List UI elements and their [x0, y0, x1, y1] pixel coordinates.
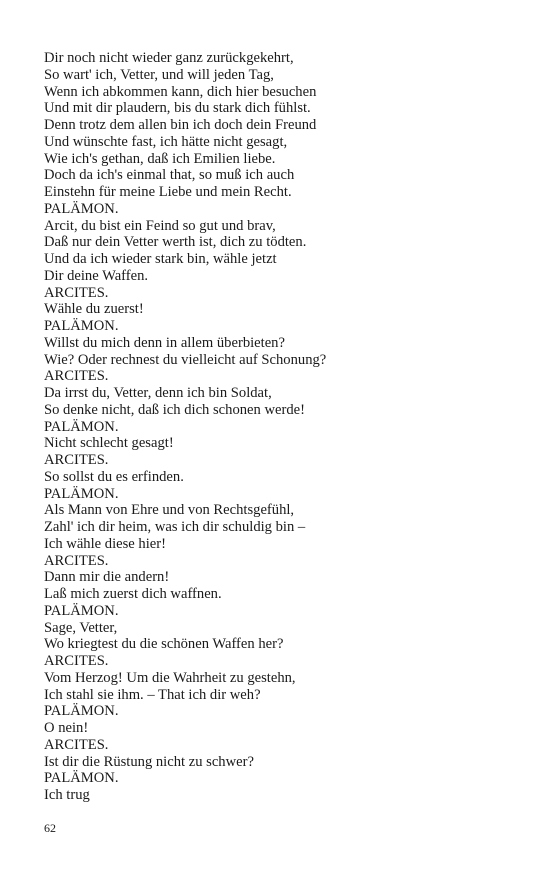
text-line: ARCITES.: [44, 736, 109, 753]
text-line: ARCITES.: [44, 368, 109, 385]
text-line: Und da ich wieder stark bin, wähle jetzt: [44, 251, 277, 267]
text-line: Einstehn für meine Liebe und mein Recht.: [44, 184, 292, 200]
text-line: Dir deine Waffen.: [44, 267, 149, 284]
text-line: Wo kriegtest du die schönen Waffen her?: [44, 636, 284, 653]
text-line: Wie? Oder rechnest du vielleicht auf Schonung?: [44, 351, 327, 368]
text-line: Wähle du zuerst!: [44, 301, 144, 318]
text-line: Zahl' ich dir heim, was ich dir schuldig bin –: [44, 519, 306, 535]
text-line: Daß nur dein Vetter werth ist, dich zu tödten.: [44, 234, 307, 251]
text-line: ARCITES.: [44, 452, 109, 468]
text-line: Ist dir die Rüstung nicht zu schwer?: [44, 753, 254, 770]
text-line: Willst du mich denn in allem überbieten?: [44, 334, 285, 351]
text-line: Denn trotz dem allen bin ich doch dein Freund: [44, 117, 317, 133]
text-line: Sage, Vetter,: [44, 619, 118, 636]
text-line: Als Mann von Ehre und von Rechtsgefühl,: [44, 502, 295, 519]
text-line: Ich trug: [44, 787, 90, 803]
text-line: So sollst du es erfinden.: [44, 468, 184, 485]
text-line: Wie ich's gethan, daß ich Emilien liebe.: [44, 150, 276, 167]
text-line: PALÄMON.: [44, 602, 119, 619]
play-text: [44, 50, 514, 804]
text-line: ARCITES.: [44, 552, 109, 569]
text-line: O nein!: [44, 720, 89, 736]
text-line: Ich stahl sie ihm. – That ich dir weh?: [44, 686, 261, 703]
text-line: Und wünschte fast, ich hätte nicht gesagt,: [44, 133, 288, 150]
text-line: Wenn ich abkommen kann, dich hier besuchen: [44, 83, 317, 100]
text-line: PALÄMON.: [44, 200, 119, 217]
text-line: Nicht schlecht gesagt!: [44, 435, 174, 452]
text-line: Dann mir die andern!: [44, 569, 170, 586]
page-number: 62: [44, 821, 56, 835]
text-line: PALÄMON.: [44, 703, 119, 720]
text-line: Ich wähle diese hier!: [44, 535, 166, 552]
text-line: Vom Herzog! Um die Wahrheit zu gestehn,: [44, 669, 296, 686]
text-line: Arcit, du bist ein Feind so gut und brav,: [44, 217, 276, 234]
text-line: PALÄMON.: [44, 485, 119, 502]
text-line: Dir noch nicht wieder ganz zurückgekehrt,: [44, 50, 294, 66]
text-line: ARCITES.: [44, 284, 109, 301]
text-line: PALÄMON.: [44, 770, 119, 787]
text-line: Und mit dir plaudern, bis du stark dich fühlst.: [44, 100, 311, 117]
text-line: PALÄMON.: [44, 318, 119, 334]
text-line: Laß mich zuerst dich waffnen.: [44, 586, 222, 602]
text-line: PALÄMON.: [44, 418, 119, 435]
text-line: So denke nicht, daß ich dich schonen werde!: [44, 401, 305, 418]
text-line: So wart' ich, Vetter, und will jeden Tag,: [44, 66, 274, 83]
text-line: Doch da ich's einmal that, so muß ich auch: [44, 167, 295, 184]
text-line: Da irrst du, Vetter, denn ich bin Soldat,: [44, 385, 272, 401]
text-line: ARCITES.: [44, 653, 109, 669]
